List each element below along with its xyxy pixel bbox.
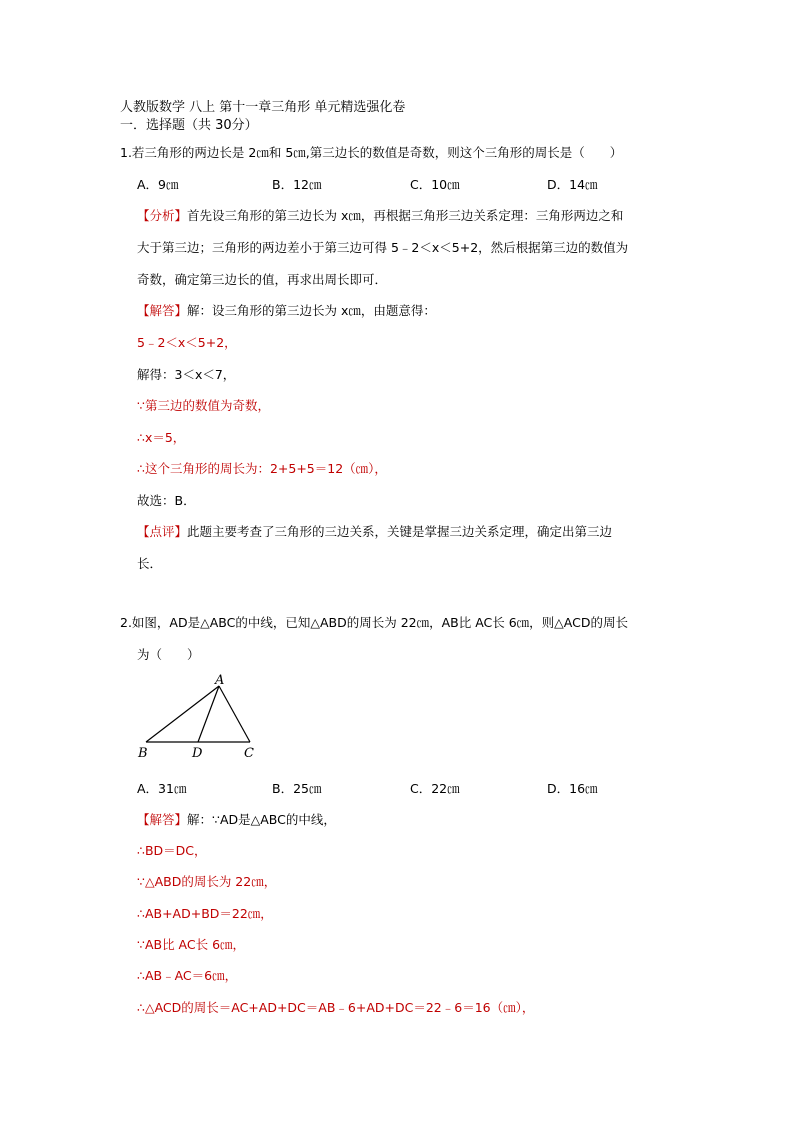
section-heading: 一．选择题（共 30分） xyxy=(120,118,258,133)
q1-comment-line-1 xyxy=(137,524,612,540)
q1-option-a: A．9㎝ xyxy=(137,177,179,192)
q2-solution-line-4: ∴AB+AD+BD＝22㎝， xyxy=(137,906,273,921)
q2-solution-line-6: ∴AB﹣AC＝6㎝， xyxy=(137,968,238,983)
segment-ac xyxy=(219,686,250,742)
q1-option-d: D．14㎝ xyxy=(547,177,598,192)
analysis-text-1: 首先设三角形的第三边长为 x㎝，再根据三角形三边关系定理：三角形两边之和 xyxy=(187,208,624,223)
q2-option-a: A．31㎝ xyxy=(137,781,187,796)
q1-analysis-line-2: 大于第三边；三角形的两边差小于第三边可得 5﹣2＜x＜5+2，然后根据第三边的数值为 xyxy=(137,240,629,255)
q2-solution-line-7: ∴△ACD的周长＝AC+AD+DC＝AB﹣6+AD+DC＝22﹣6＝16（㎝）， xyxy=(137,1000,535,1015)
q1-solution-line-1 xyxy=(137,303,436,319)
q1-solution-line-7: 故选：B． xyxy=(137,493,196,508)
q2-solution-text-1: 解：∵AD是△ABC的中线， xyxy=(187,812,336,827)
label-a: A xyxy=(215,673,225,688)
q1-comment-line-2: 长． xyxy=(137,556,163,571)
q1-solution-line-5: ∴x＝5， xyxy=(137,430,186,445)
q1-solution-line-3: 解得：3＜x＜7， xyxy=(137,367,236,382)
q1-option-b: B．12㎝ xyxy=(272,177,322,192)
q1-solution-line-4: ∵第三边的数值为奇数， xyxy=(137,398,270,413)
analysis-tag: 【分析】 xyxy=(137,208,188,223)
q1-solution-line-2: 5﹣2＜x＜5+2， xyxy=(137,335,237,350)
label-b: B xyxy=(138,746,148,761)
q2-solution-line-3: ∵△ABD的周长为 22㎝， xyxy=(137,874,277,889)
triangle-figure xyxy=(130,672,270,764)
q2-solution-line-5: ∵AB比 AC长 6㎝， xyxy=(137,937,246,952)
q2-solution-line-2: ∴BD＝DC， xyxy=(137,843,207,858)
comment-tag: 【点评】 xyxy=(137,524,188,539)
q1-analysis-line-3: 奇数，确定第三边长的值，再求出周长即可． xyxy=(137,272,388,287)
q2-option-c: C．22㎝ xyxy=(410,781,460,796)
q1-option-c: C．10㎝ xyxy=(410,177,460,192)
question-2-stem-line-1: 2.如图，AD是△ABC的中线，已知△ABD的周长为 22㎝，AB比 AC长 6㎝，则△ACD的周长 xyxy=(120,615,628,630)
question-1-stem: 1.若三角形的两边长是 2㎝和 5㎝,第三边长的数值是奇数，则这个三角形的周长是（ ） xyxy=(120,145,623,160)
solution-text-1: 解：设三角形的第三边长为 x㎝，由题意得： xyxy=(187,303,436,318)
comment-text-1: 此题主要考查了三角形的三边关系，关键是掌握三边关系定理，确定出第三边 xyxy=(187,524,613,539)
q2-solution-tag: 【解答】 xyxy=(137,812,188,827)
q2-option-b: B．25㎝ xyxy=(272,781,322,796)
q2-option-d: D．16㎝ xyxy=(547,781,598,796)
q1-analysis-line-1 xyxy=(137,208,623,224)
solution-tag: 【解答】 xyxy=(137,303,188,318)
label-c: C xyxy=(244,746,254,761)
q1-solution-line-6: ∴这个三角形的周长为：2+5+5＝12（㎝）， xyxy=(137,461,387,476)
document-title: 人教版数学 八上 第十一章三角形 单元精选强化卷 xyxy=(120,100,406,115)
q2-solution-line-1 xyxy=(137,812,336,828)
label-d: D xyxy=(192,746,203,761)
question-2-stem-line-2: 为（ ） xyxy=(137,647,200,662)
